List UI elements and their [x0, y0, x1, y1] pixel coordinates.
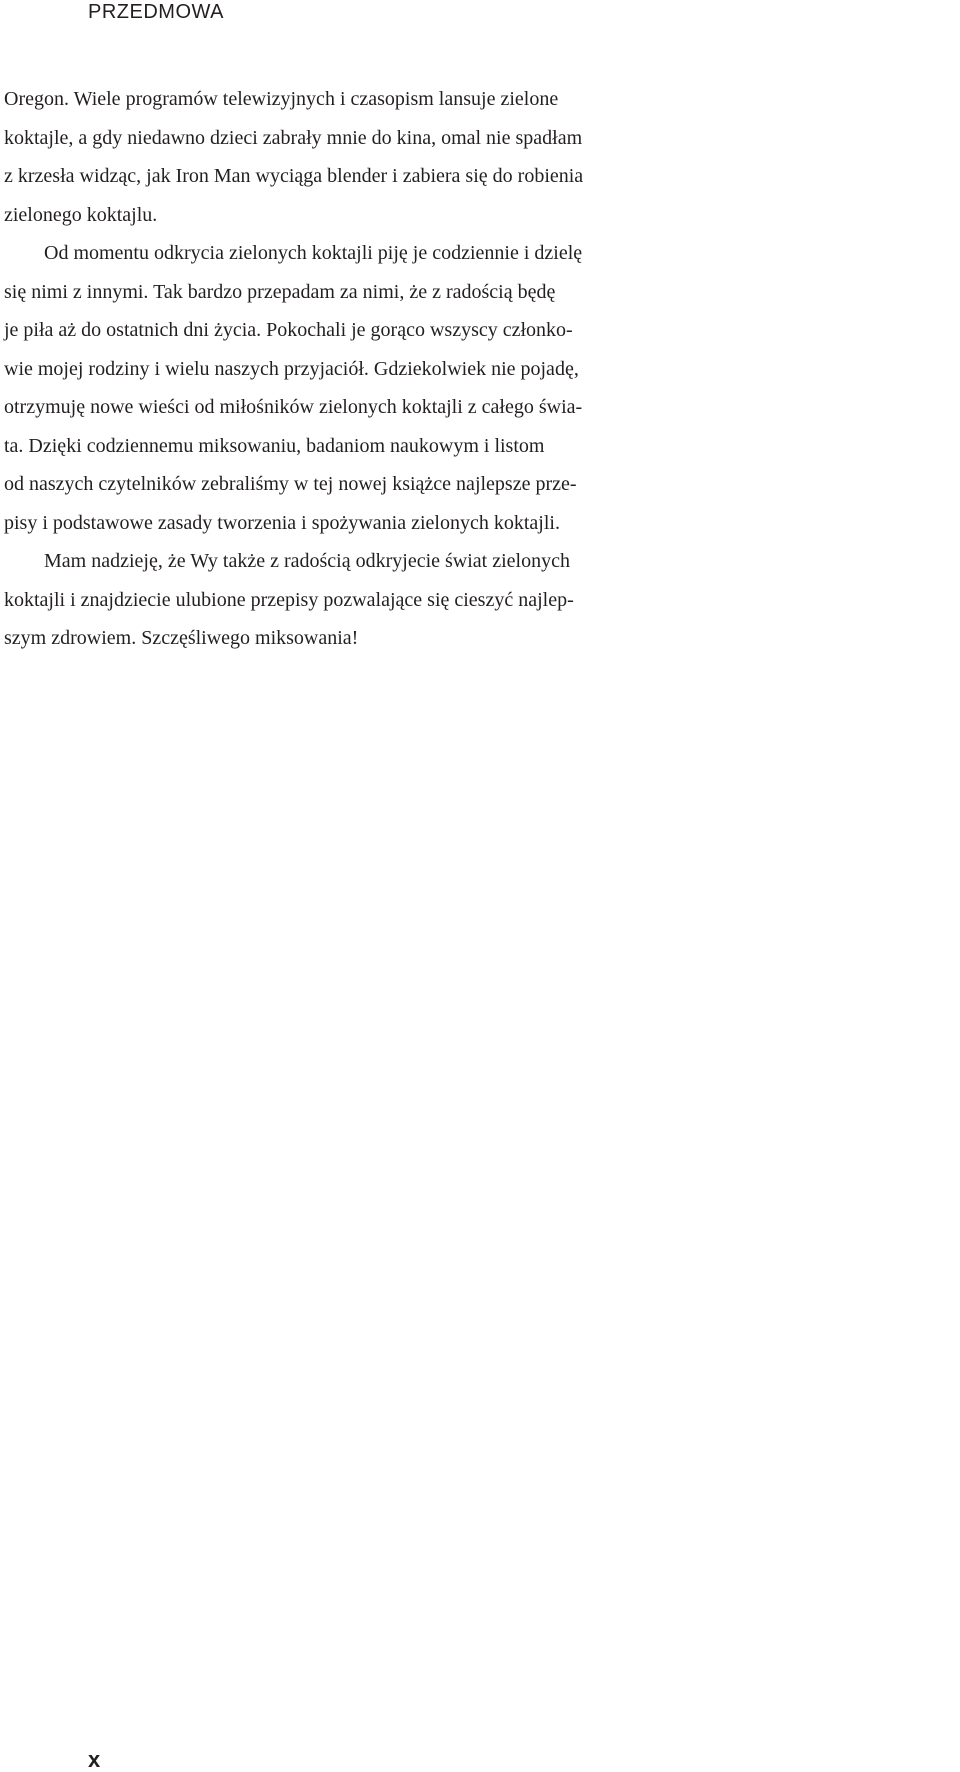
text-line: Mam nadzieję, że Wy także z radością odkryjecie świat zielonych	[44, 550, 570, 572]
text-line: koktajli i znajdziecie ulubione przepisy pozwalające się cieszyć najlep-	[4, 588, 574, 611]
running-head: PRZEDMOWA	[88, 1, 224, 23]
text-line: je piła aż do ostatnich dni życia. Pokochali je gorąco wszyscy członko-	[4, 319, 573, 341]
text-line: otrzymuję nowe wieści od miłośników zielonych koktajli z całego świa-	[4, 396, 583, 418]
text-line: z krzesła widząc, jak Iron Man wyciąga blender i zabiera się do robienia	[4, 165, 584, 187]
text-line: się nimi z innymi. Tak bardzo przepadam za nimi, że z radością będę	[4, 280, 556, 303]
text-line: koktajle, a gdy niedawno dzieci zabrały mnie do kina, omal nie spadłam	[4, 126, 583, 149]
text-line: wie mojej rodziny i wielu naszych przyjaciół. Gdziekolwiek nie pojadę,	[4, 357, 579, 380]
text-line: ta. Dzięki codziennemu miksowaniu, badaniom naukowym i listom	[4, 434, 545, 457]
text-line: pisy i podstawowe zasady tworzenia i spożywania zielonych koktajli.	[4, 511, 560, 534]
text-line: Oregon. Wiele programów telewizyjnych i czasopism lansuje zielone	[4, 88, 559, 110]
text-line: Od momentu odkrycia zielonych koktajli piję je codziennie i dzielę	[44, 242, 583, 264]
page-number: x	[88, 1747, 101, 1772]
text-line: od naszych czytelników zebraliśmy w tej nowej książce najlepsze prze-	[4, 473, 577, 495]
body-text	[4, 80, 960, 658]
text-line: szym zdrowiem. Szczęśliwego miksowania!	[4, 627, 359, 649]
text-line: zielonego koktajlu.	[4, 203, 158, 226]
